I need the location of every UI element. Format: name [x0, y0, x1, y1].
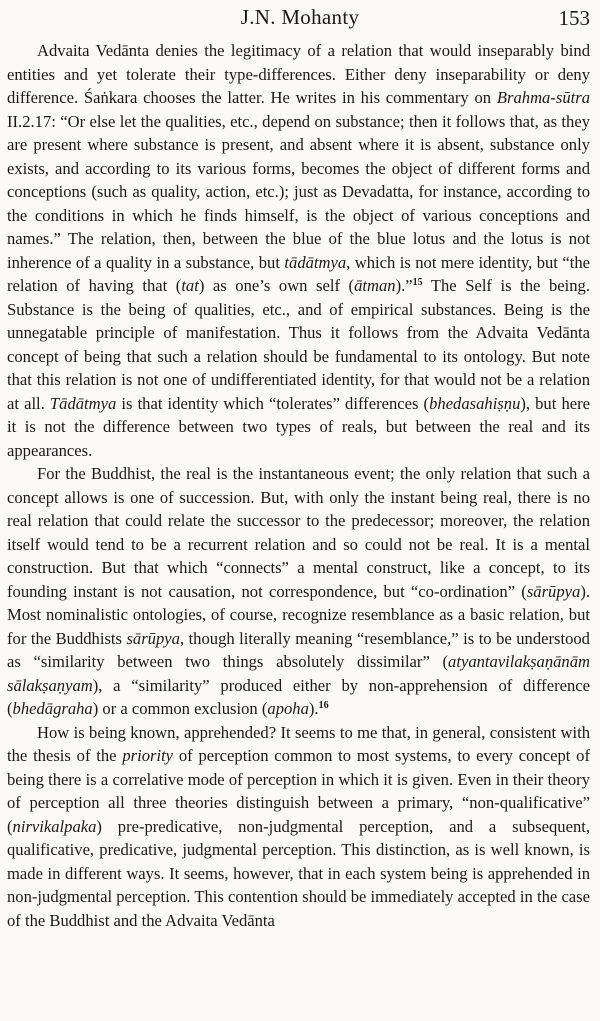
- page-number: 153: [558, 6, 590, 30]
- italic-term: atyantavilakṣaṇānām sālakṣaṇyam: [7, 652, 590, 695]
- italic-term: bhedasahiṣṇu: [429, 393, 521, 413]
- paragraph: [7, 39, 590, 462]
- paragraph: [7, 462, 590, 721]
- running-head-author: J.N. Mohanty: [240, 5, 360, 29]
- footnote-ref: 16: [318, 700, 329, 711]
- text-run: ).”: [395, 276, 413, 295]
- italic-term: tat: [181, 276, 199, 295]
- text-run: The Self is the being. Substance is the being of qualities, etc., and of empirical substances. Being is the unnegatable principle of manifestation. Thus it follows from the Advaita Vedānta concept of being that such a relation should be fundamental to its ontology. But note that this relation is not one of undifferentiated identity, for that would not be a relation at all.: [7, 276, 590, 413]
- italic-term: bhedāgraha: [12, 699, 93, 718]
- text-run: How is being known, apprehended? It seems to me that, in general, consistent with the thesis of the: [7, 722, 590, 765]
- italic-term: tādātmya: [284, 252, 347, 272]
- italic-term: Tādātmya: [49, 393, 117, 413]
- text-run: Advaita Vedānta denies the legitimacy of a relation that would inseparably bind entities and yet tolerate their type-differences. Either deny inseparability or deny difference. Śaṅkara chooses the latter. He writes in his commentary on: [7, 41, 590, 107]
- text-run: , which is not mere identity, but “the relation of having that (: [7, 252, 590, 295]
- text-run: ) as one’s own self (: [198, 276, 355, 295]
- footnote-ref: 15: [412, 277, 423, 288]
- text-run: , though literally meaning “resemblance,” is to be understood as “similarity between two things absolutely dissimilar” (: [7, 628, 590, 671]
- text-run: For the Buddhist, the real is the instantaneous event; the only relation that such a concept allows is one of succession. But, with only the instant being real, there is no real relation that could relate the successor to the predecessor; moreover, the relation itself would tend to be a recurrent relation and so could not be real. It is a mental construction. But that which “connects” a mental construct, like a concept, to its founding instant is not causation, not correspondence, but “co-ordination” (: [7, 464, 590, 601]
- text-run: ) or a common exclusion (: [92, 699, 268, 718]
- italic-term: nirvikalpaka: [12, 816, 97, 836]
- text-run: ).: [308, 699, 319, 718]
- running-head: [0, 5, 600, 33]
- italic-term: priority: [122, 746, 174, 765]
- text-run: II.2.17: “Or else let the qualities, etc., depend on substance; then it follows that, as they are present where substance is present, and absent where it is absent, substance only exists, and according to its various forms, becomes the object of different forms and conceptions (such as quality, action, etc.); just as Devadatta, for instance, according to the conditions in which he finds himself, is the object of various conceptions and names.” The relation, then, between the blue of the blue lotus and the lotus is not inherence of a quality in a substance, but: [7, 111, 590, 272]
- text-run: ) pre-predicative, non-judgmental perception, and a subsequent, qualificative, predicative, judgmental perception. This distinction, as is well known, is made in different ways. It seems, however, that in each system being is apprehended in non-judgmental perception. This contention should be immediately accepted in the case of the Buddhist and the Advaita Vedānta: [7, 816, 590, 930]
- text-run: is that identity which “tolerates” differences (: [116, 393, 430, 413]
- text-run: ), a “similarity” produced either by non-apprehension of difference (: [7, 675, 590, 718]
- paragraph: [7, 721, 590, 933]
- italic-term: ātman: [354, 276, 396, 295]
- italic-term: Brahma-sūtra: [496, 88, 590, 107]
- italic-term: sārūpya: [526, 581, 581, 601]
- text-run: of perception common to most systems, to every concept of being there is a correlative mode of perception in which it is given. Even in their theory of perception all three theories distinguish between a primary, “non-qualificative” (: [7, 746, 590, 836]
- body-text: [7, 39, 590, 932]
- italic-term: apoha: [267, 699, 309, 718]
- text-run: ). Most nominalistic ontologies, of course, recognize resemblance as a basic relation, but for the Buddhists: [7, 581, 590, 648]
- italic-term: sārūpya: [126, 628, 180, 648]
- text-run: ), but here it is not the difference between two types of reals, but between the real and its appearances.: [7, 393, 590, 460]
